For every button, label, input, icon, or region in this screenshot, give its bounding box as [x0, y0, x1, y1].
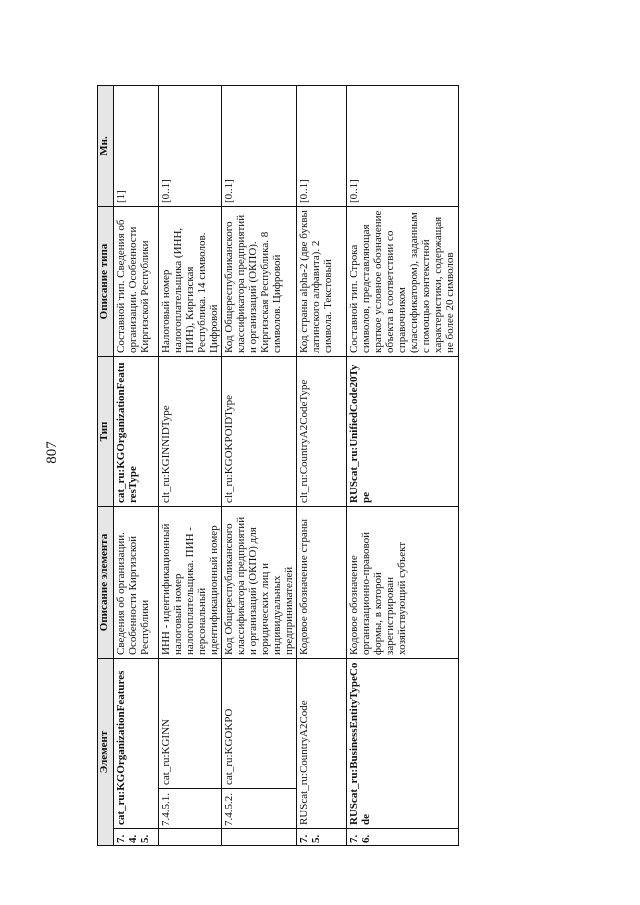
element-type: clt_ru:KGOKPOIDType [222, 357, 297, 507]
type-description: Составной тип. Сведения об организации. Особенности Киргизской Республики [114, 207, 159, 357]
row-number: 7.6. [347, 829, 459, 846]
header-multiplicity: Мн. [98, 86, 114, 207]
type-description: Код страны alpha-2 (две буквы латинского алфавита). 2 символа. Текстовый [297, 207, 347, 357]
header-type: Тип [98, 357, 114, 507]
header-type-description: Описание типа [98, 207, 114, 357]
multiplicity: [0..1] [297, 86, 347, 207]
table-row [347, 86, 459, 846]
element-name: RUScat_ru:CountryA2Code [297, 659, 347, 829]
row-number: 7.5. [297, 829, 347, 846]
multiplicity: [0..1] [159, 86, 222, 207]
row-number: 7.4.5.1. [159, 789, 222, 829]
page-number: 807 [43, 440, 60, 464]
element-name: RUScat_ru:BusinessEntityTypeCode [347, 659, 459, 829]
element-type: cat_ru:KGOrganizationFeaturesType [114, 357, 159, 507]
table-row [159, 86, 222, 846]
table-header [98, 86, 114, 846]
table-row [222, 86, 297, 846]
header-element: Элемент [98, 659, 114, 846]
table-row [114, 86, 159, 846]
multiplicity: [1] [114, 86, 159, 207]
indent-cell [222, 829, 297, 846]
elements-table [97, 85, 459, 846]
multiplicity: [0..1] [222, 86, 297, 207]
element-description: Код Общереспубликанского классификатора предприятий и организаций (ОКПО) для юридических лиц и индивидуальных предпринимателей [222, 507, 297, 659]
row-number: 7.4.5.2. [222, 789, 297, 829]
element-name: cat_ru:KGOKPO [222, 659, 297, 789]
rotated-page [97, 86, 497, 846]
element-description: Кодовое обозначение страны [297, 507, 347, 659]
header-element-description: Описание элемента [98, 507, 114, 659]
element-name: cat_ru:KGOrganizationFeatures [114, 659, 159, 829]
type-description: Составной тип. Строка символов, представляющая краткое условное обозначение объекта в соответствии со справочником (классификатором), заданным с помощью контекстной характеристики, содержащая не более 20 символов [347, 207, 459, 357]
element-description: Кодовое обозначение организационно-правовой формы, в которой зарегистрирован хозяйствующий субъект [347, 507, 459, 659]
multiplicity: [0..1] [347, 86, 459, 207]
row-number: 7.4.5. [114, 829, 159, 846]
element-name: cat_ru:KGINN [159, 659, 222, 789]
element-description: ИНН - идентификационный налоговый номер налогоплательщика. ПИН - персональный идентификационный номер [159, 507, 222, 659]
element-description: Сведения об организации. Особенности Киргизской Республики [114, 507, 159, 659]
element-type: RUScat_ru:UnifiedCode20Type [347, 357, 459, 507]
element-type: clt_ru:CountryA2CodeType [297, 357, 347, 507]
element-type: clt_ru:KGINNIDType [159, 357, 222, 507]
indent-cell [159, 829, 222, 846]
type-description: Код Общереспубликанского классификатора предприятий и организаций (ОКПО). Киргизская Республика. 8 символов. Цифровой [222, 207, 297, 357]
table-row [297, 86, 347, 846]
type-description: Налоговый номер налогоплательщика (ИНН, ПИН), Киргизская Республика. 14 символов. Цифровой [159, 207, 222, 357]
